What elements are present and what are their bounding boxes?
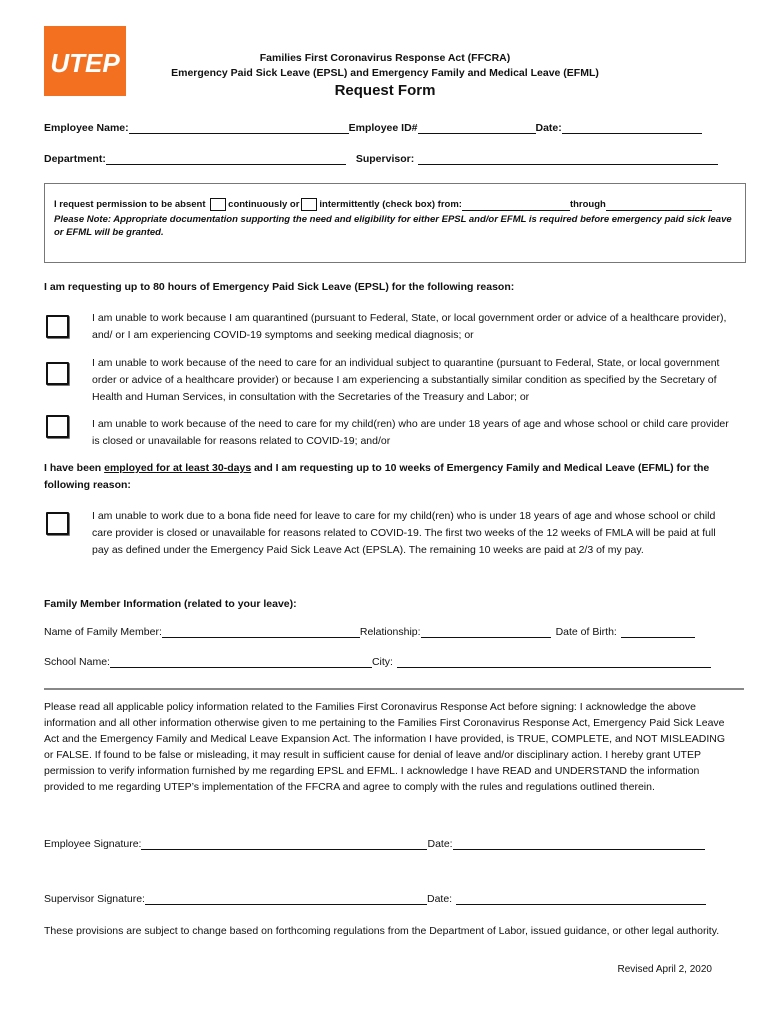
- school-name-label: School Name:: [44, 656, 110, 668]
- documentation-note: Please Note: Appropriate documentation supporting the need and eligibility for either EPSL and/or EFML is required before emergency paid sick leave or EFML will be granted.: [54, 214, 732, 238]
- logo-text: UTEP: [50, 48, 120, 78]
- absence-prefix: I request permission to be absent: [54, 199, 206, 211]
- epsl-reason-2: I am unable to work because of the need to care for an individual subject to quarantine (pursuant to Federal, State, or local government order or advice of a healthcare provider) or because I am experiencing a substantially similar condition as specified by the Secretary of Health and Human Services, in consultation with the Secretaries of the Treasury and Labor; or: [92, 357, 720, 403]
- employee-signature-row: [44, 838, 705, 850]
- through-label: through: [569, 199, 606, 211]
- efml-heading-emphasis: employed for at least 30-days: [104, 462, 252, 474]
- employee-name-label: Employee Name:: [44, 122, 129, 134]
- efml-heading: [44, 460, 734, 494]
- efml-heading-post: and I am requesting up to 10 weeks of Emergency Family and Medical Leave (EFML) for the following reason:: [44, 462, 710, 491]
- employee-signature-date-label: Date:: [427, 838, 453, 850]
- supervisor-signature-field[interactable]: [145, 893, 427, 905]
- page-title: Request Form: [334, 82, 436, 99]
- dob-field[interactable]: [621, 626, 695, 638]
- school-row: [44, 656, 711, 668]
- department-field[interactable]: [106, 153, 346, 165]
- relationship-field[interactable]: [421, 626, 551, 638]
- acknowledgement-text: Please read all applicable policy information related to the Families First Coronavirus Response Act before signing: I acknowledge the above information and all other information otherwise given to me pertaining to the Families First Coronavirus Response Act, Emergency Paid Sick Leave Act and the Emergency Family and Medical Leave Expansion Act. The information I have provided, is TRUE, COMPLETE, and NOT MISLEADING or FALSE. If found to be false or misleading, it may result in sufficient cause for denial of leave and/or disciplinary action. I hereby grant UTEP permission to verify information furnished by me regarding EPSL and EFML. I acknowledge I have READ and UNDERSTAND the information provided to me regarding UTEP’s implementation of the FFCRA and agree to comply with the rules and regulations outlined therein.: [44, 701, 726, 793]
- school-name-field[interactable]: [110, 656, 372, 668]
- family-name-field[interactable]: [162, 626, 360, 638]
- epsl-reason-1: I am unable to work because I am quarantined (pursuant to Federal, State, or local government order or advice of a healthcare provider), and/ or I am experiencing COVID-19 symptoms and seeking medical diagnosis; or: [92, 312, 727, 341]
- header-act-title: Families First Coronavirus Response Act (FFCRA): [259, 52, 511, 64]
- family-heading: Family Member Information (related to your leave):: [44, 598, 297, 610]
- absence-through-field[interactable]: [606, 199, 712, 211]
- city-label: City:: [371, 656, 393, 668]
- relationship-label: Relationship:: [359, 626, 421, 638]
- department-row: [44, 153, 718, 165]
- employee-info-row: [44, 122, 702, 134]
- absence-row: [54, 198, 712, 211]
- supervisor-field[interactable]: [418, 153, 718, 165]
- employee-id-field[interactable]: [418, 122, 536, 134]
- epsl-reason-1-checkbox[interactable]: [46, 315, 69, 338]
- department-label: Department:: [44, 153, 106, 165]
- supervisor-signature-row: [44, 893, 706, 905]
- intermittently-checkbox[interactable]: [301, 198, 317, 211]
- dob-label: Date of Birth:: [555, 626, 617, 638]
- supervisor-signature-date-label: Date:: [426, 893, 453, 905]
- efml-reason-checkbox[interactable]: [46, 512, 69, 535]
- epsl-reason-3: I am unable to work because of the need to care for my child(ren) who are under 18 years of age and whose school or child care provider is closed or unavailable for reasons related to COVID-19; and/or: [92, 418, 729, 447]
- family-name-label: Name of Family Member:: [44, 626, 162, 638]
- date-label: Date:: [535, 122, 562, 134]
- header-leave-types: Emergency Paid Sick Leave (EPSL) and Emergency Family and Medical Leave (EFML): [171, 67, 599, 79]
- employee-id-label: Employee ID#: [348, 122, 418, 134]
- epsl-heading: I am requesting up to 80 hours of Emergency Paid Sick Leave (EPSL) for the following reason:: [44, 281, 515, 293]
- employee-signature-date-field[interactable]: [453, 838, 705, 850]
- efml-heading-pre: I have been: [44, 462, 105, 474]
- continuously-label: continuously or: [228, 199, 300, 211]
- epsl-reason-3-checkbox[interactable]: [46, 415, 69, 438]
- employee-signature-field[interactable]: [141, 838, 427, 850]
- epsl-reason-2-checkbox[interactable]: [46, 362, 69, 385]
- continuously-checkbox[interactable]: [210, 198, 226, 211]
- employee-name-field[interactable]: [129, 122, 349, 134]
- section-divider: [44, 688, 744, 690]
- absence-from-field[interactable]: [462, 199, 570, 211]
- intermittently-label: intermittently (check box) from:: [319, 199, 462, 211]
- family-name-row: [44, 626, 695, 638]
- efml-reason: I am unable to work due to a bona fide need for leave to care for my child(ren) who is under 18 years of age and whose school or child care provider is closed or unavailable for reasons related to COVID-19. The first two weeks of the 12 weeks of FMLA will be paid at full pay as defined under the Emergency Paid Sick Leave Act (EPSLA). The remaining 10 weeks are paid at 2/3 of my pay.: [92, 510, 716, 556]
- supervisor-label: Supervisor:: [355, 153, 415, 165]
- provisions-note: These provisions are subject to change based on forthcoming regulations from the Department of Labor, issued guidance, or other legal authority.: [44, 925, 720, 937]
- supervisor-signature-date-field[interactable]: [456, 893, 706, 905]
- city-field[interactable]: [397, 656, 711, 668]
- revision-date: Revised April 2, 2020: [617, 964, 712, 975]
- date-field[interactable]: [562, 122, 702, 134]
- supervisor-signature-label: Supervisor Signature:: [44, 893, 145, 905]
- employee-signature-label: Employee Signature:: [44, 838, 142, 850]
